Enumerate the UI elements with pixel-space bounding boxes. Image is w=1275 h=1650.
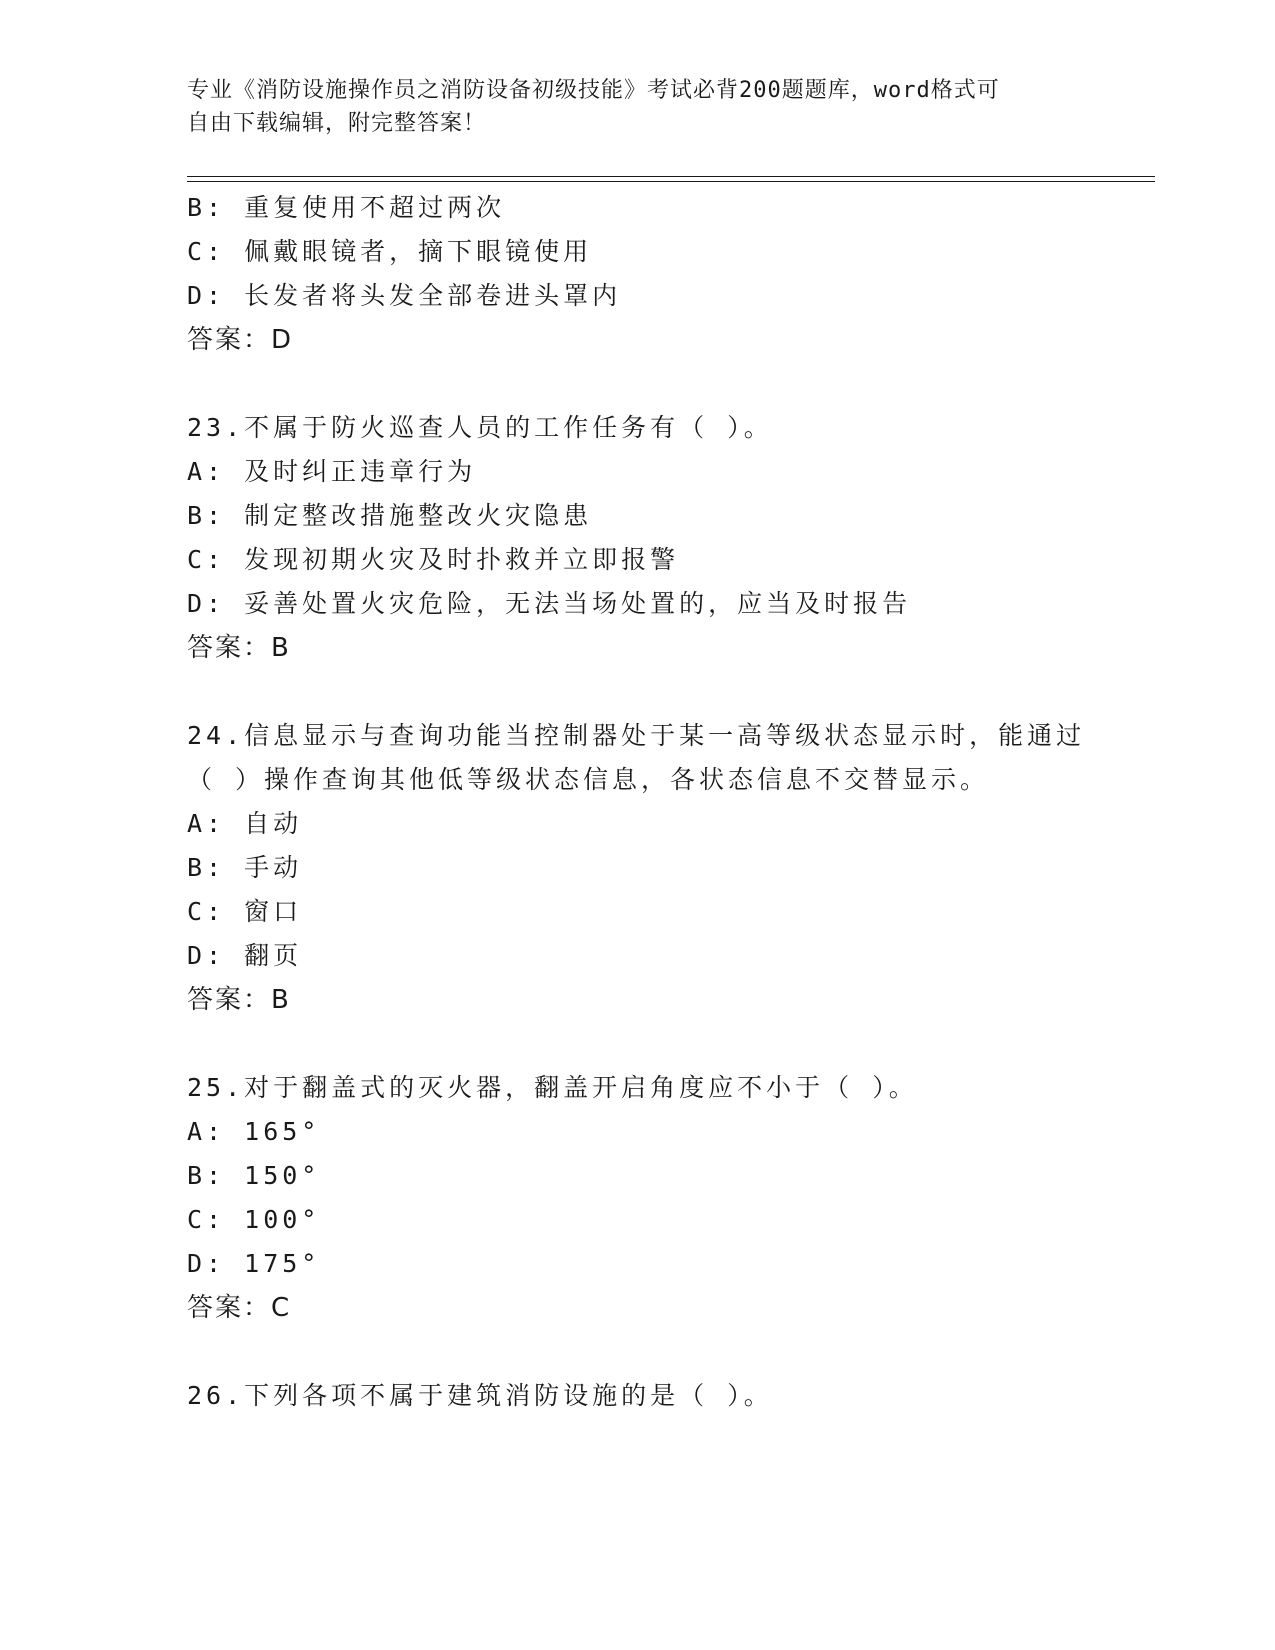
q24-option-a: A: 自动 <box>187 809 303 838</box>
q25-option-d: D: 175° <box>187 1249 321 1278</box>
q23-option-a: A: 及时纠正违章行为 <box>187 457 477 486</box>
q25-option-a: A: 165° <box>187 1117 321 1146</box>
q23-option-d: D: 妥善处置火灾危险，无法当场处置的，应当及时报告 <box>187 589 912 618</box>
q23-option-b: B: 制定整改措施整改火灾隐患 <box>187 501 593 530</box>
q22-option-c: C: 佩戴眼镜者，摘下眼镜使用 <box>187 237 593 266</box>
q24-question-line-2: （ ）操作查询其他低等级状态信息，各状态信息不交替显示。 <box>187 765 990 794</box>
q25-question: 25.对于翻盖式的灭火器，翻盖开启角度应不小于（ ）。 <box>187 1073 918 1102</box>
q25-option-c: C: 100° <box>187 1205 321 1234</box>
q24-question-line-1: 24.信息显示与查询功能当控制器处于某一高等级状态显示时，能通过 <box>187 721 1086 750</box>
header-rule-bottom <box>187 181 1155 182</box>
header-line-2: 自由下载编辑，附完整答案！ <box>187 111 487 136</box>
q24-option-c: C: 窗口 <box>187 897 303 926</box>
q22-answer: 答案：D <box>187 325 294 355</box>
q22-option-d: D: 长发者将头发全部卷进头罩内 <box>187 281 622 310</box>
header-line-1: 专业《消防设施操作员之消防设备初级技能》考试必背200题题库，word格式可 <box>187 78 1000 103</box>
q23-option-c: C: 发现初期火灾及时扑救并立即报警 <box>187 545 680 574</box>
q24-option-b: B: 手动 <box>187 853 303 882</box>
q25-option-b: B: 150° <box>187 1161 321 1190</box>
document-header <box>187 74 1087 140</box>
header-rule-top <box>187 176 1155 177</box>
q23-question: 23.不属于防火巡查人员的工作任务有（ ）。 <box>187 413 773 442</box>
q24-answer: 答案：B <box>187 985 291 1015</box>
q24-option-d: D: 翻页 <box>187 941 303 970</box>
q26-question: 26.下列各项不属于建筑消防设施的是（ ）。 <box>187 1381 773 1410</box>
q23-answer: 答案：B <box>187 633 291 663</box>
q22-option-b: B: 重复使用不超过两次 <box>187 193 506 222</box>
q25-answer: 答案：C <box>187 1293 292 1323</box>
